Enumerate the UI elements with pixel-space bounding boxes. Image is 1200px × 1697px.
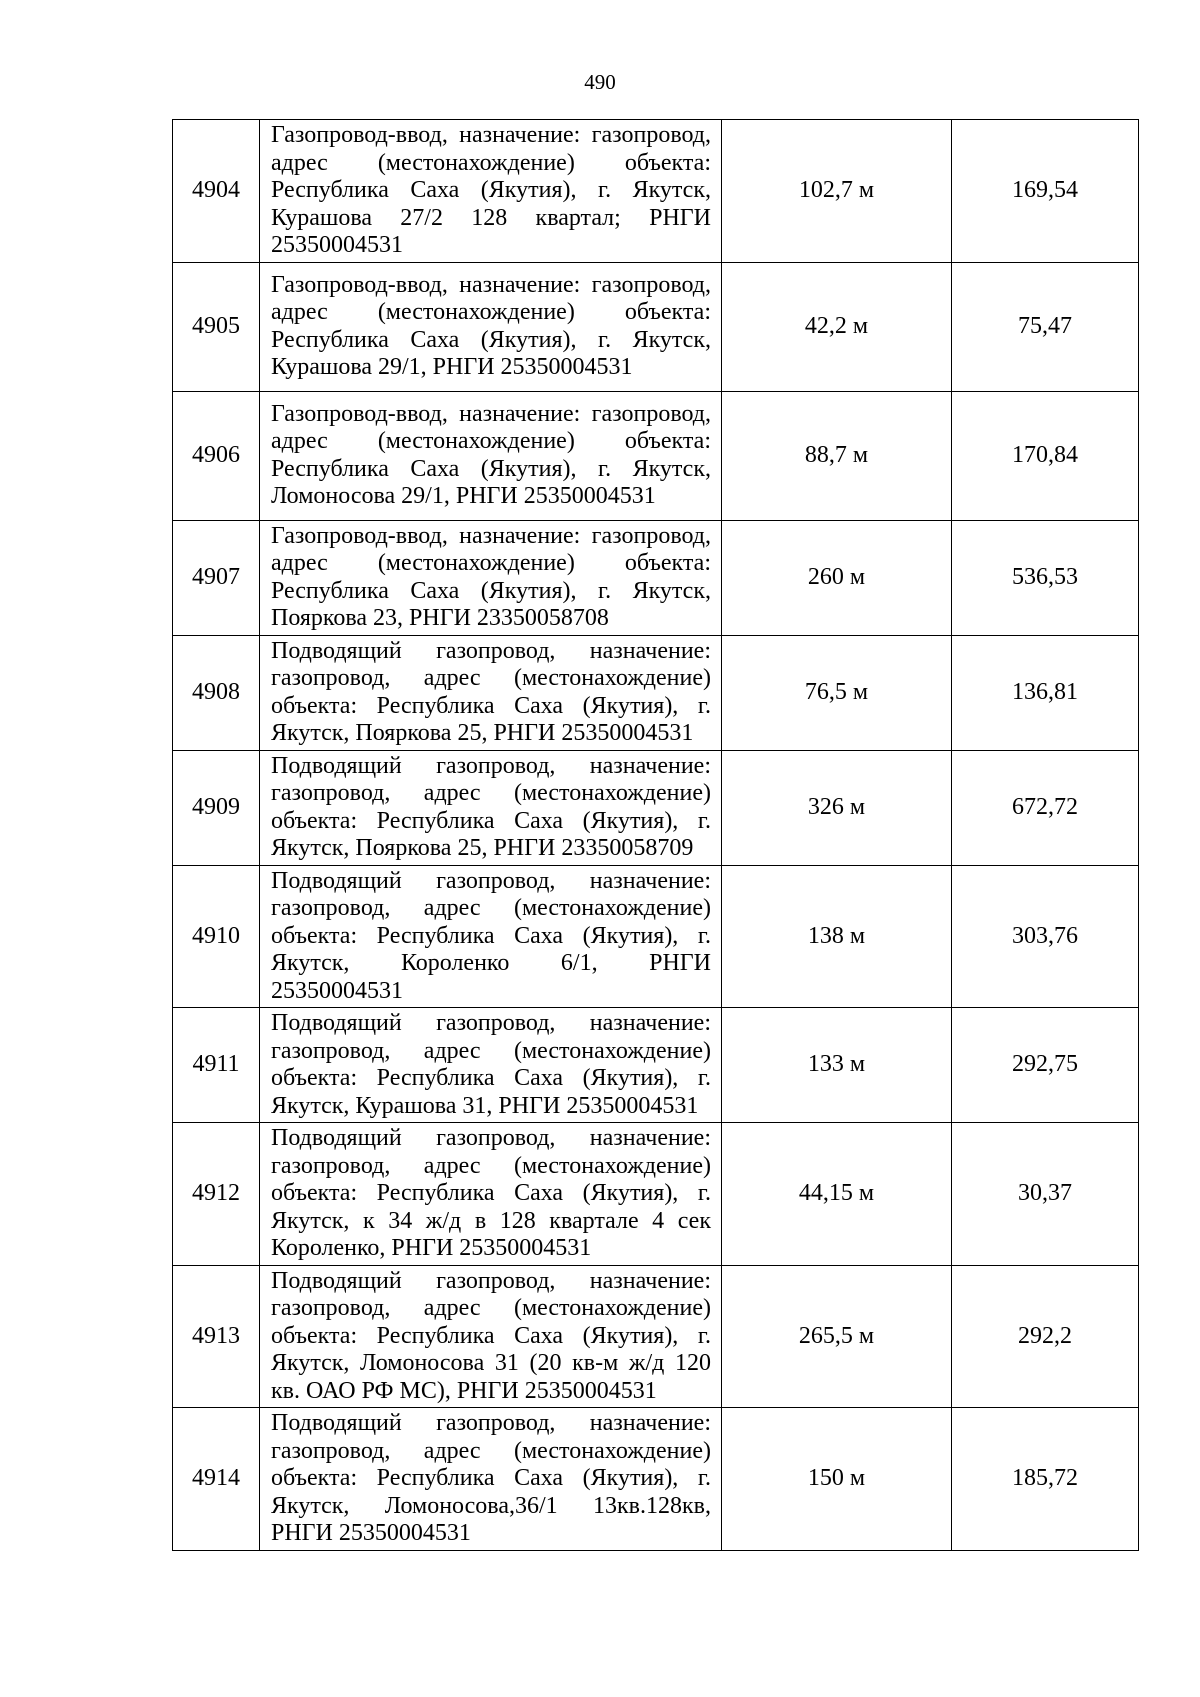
- table-row: [173, 750, 1139, 865]
- object-description: Подводящий газопровод, назначение: газопровод, адрес (местонахождение) объекта: Республика Саха (Якутия), г. Якутск, Ломоносова 31 (20 кв-м ж/д 120 кв. ОАО РФ МС), РНГИ 25350004531: [260, 1265, 722, 1408]
- object-value: 185,72: [952, 1408, 1139, 1551]
- object-value: 30,37: [952, 1123, 1139, 1266]
- object-description: Газопровод-ввод, назначение: газопровод, адрес (местонахождение) объекта: Республика Саха (Якутия), г. Якутск, Курашова 29/1, РНГИ 25350004531: [260, 262, 722, 391]
- row-number: 4914: [173, 1408, 260, 1551]
- object-value: 292,75: [952, 1008, 1139, 1123]
- object-length: 42,2 м: [722, 262, 952, 391]
- object-length: 44,15 м: [722, 1123, 952, 1266]
- object-description: Подводящий газопровод, назначение: газопровод, адрес (местонахождение) объекта: Республика Саха (Якутия), г. Якутск, Пояркова 25, РНГИ 23350058709: [260, 750, 722, 865]
- row-number: 4907: [173, 520, 260, 635]
- object-length: 88,7 м: [722, 391, 952, 520]
- row-number: 4908: [173, 635, 260, 750]
- object-length: 326 м: [722, 750, 952, 865]
- object-description: Газопровод-ввод, назначение: газопровод, адрес (местонахождение) объекта: Республика Саха (Якутия), г. Якутск, Курашова 27/2 128 квартал; РНГИ 25350004531: [260, 120, 722, 263]
- object-description: Подводящий газопровод, назначение: газопровод, адрес (местонахождение) объекта: Республика Саха (Якутия), г. Якутск, к 34 ж/д в 128 квартале 4 сек Короленко, РНГИ 25350004531: [260, 1123, 722, 1266]
- table-row: [173, 391, 1139, 520]
- object-length: 265,5 м: [722, 1265, 952, 1408]
- object-value: 672,72: [952, 750, 1139, 865]
- object-length: 102,7 м: [722, 120, 952, 263]
- row-number: 4909: [173, 750, 260, 865]
- table-row: [173, 865, 1139, 1008]
- table-row: [173, 1123, 1139, 1266]
- object-value: 136,81: [952, 635, 1139, 750]
- row-number: 4905: [173, 262, 260, 391]
- object-length: 76,5 м: [722, 635, 952, 750]
- row-number: 4912: [173, 1123, 260, 1266]
- row-number: 4911: [173, 1008, 260, 1123]
- table-row: [173, 635, 1139, 750]
- object-value: 536,53: [952, 520, 1139, 635]
- object-value: 170,84: [952, 391, 1139, 520]
- object-length: 138 м: [722, 865, 952, 1008]
- table-row: [173, 520, 1139, 635]
- object-description: Газопровод-ввод, назначение: газопровод, адрес (местонахождение) объекта: Республика Саха (Якутия), г. Якутск, Пояркова 23, РНГИ 23350058708: [260, 520, 722, 635]
- row-number: 4910: [173, 865, 260, 1008]
- object-value: 75,47: [952, 262, 1139, 391]
- object-description: Подводящий газопровод, назначение: газопровод, адрес (местонахождение) объекта: Республика Саха (Якутия), г. Якутск, Пояркова 25, РНГИ 25350004531: [260, 635, 722, 750]
- object-value: 303,76: [952, 865, 1139, 1008]
- row-number: 4906: [173, 391, 260, 520]
- table-row: [173, 1265, 1139, 1408]
- page-number: 490: [584, 70, 616, 94]
- object-description: Подводящий газопровод, назначение: газопровод, адрес (местонахождение) объекта: Республика Саха (Якутия), г. Якутск, Курашова 31, РНГИ 25350004531: [260, 1008, 722, 1123]
- object-length: 260 м: [722, 520, 952, 635]
- table-row: [173, 1408, 1139, 1551]
- table-row: [173, 1008, 1139, 1123]
- object-length: 133 м: [722, 1008, 952, 1123]
- object-length: 150 м: [722, 1408, 952, 1551]
- object-description: Газопровод-ввод, назначение: газопровод, адрес (местонахождение) объекта: Республика Саха (Якутия), г. Якутск, Ломоносова 29/1, РНГИ 25350004531: [260, 391, 722, 520]
- table-row: [173, 262, 1139, 391]
- object-description: Подводящий газопровод, назначение: газопровод, адрес (местонахождение) объекта: Республика Саха (Якутия), г. Якутск, Ломоносова,36/1 13кв.128кв, РНГИ 25350004531: [260, 1408, 722, 1551]
- row-number: 4913: [173, 1265, 260, 1408]
- object-description: Подводящий газопровод, назначение: газопровод, адрес (местонахождение) объекта: Республика Саха (Якутия), г. Якутск, Короленко 6/1, РНГИ 25350004531: [260, 865, 722, 1008]
- object-value: 169,54: [952, 120, 1139, 263]
- table-row: [173, 120, 1139, 263]
- object-value: 292,2: [952, 1265, 1139, 1408]
- registry-table: [172, 119, 1139, 1551]
- row-number: 4904: [173, 120, 260, 263]
